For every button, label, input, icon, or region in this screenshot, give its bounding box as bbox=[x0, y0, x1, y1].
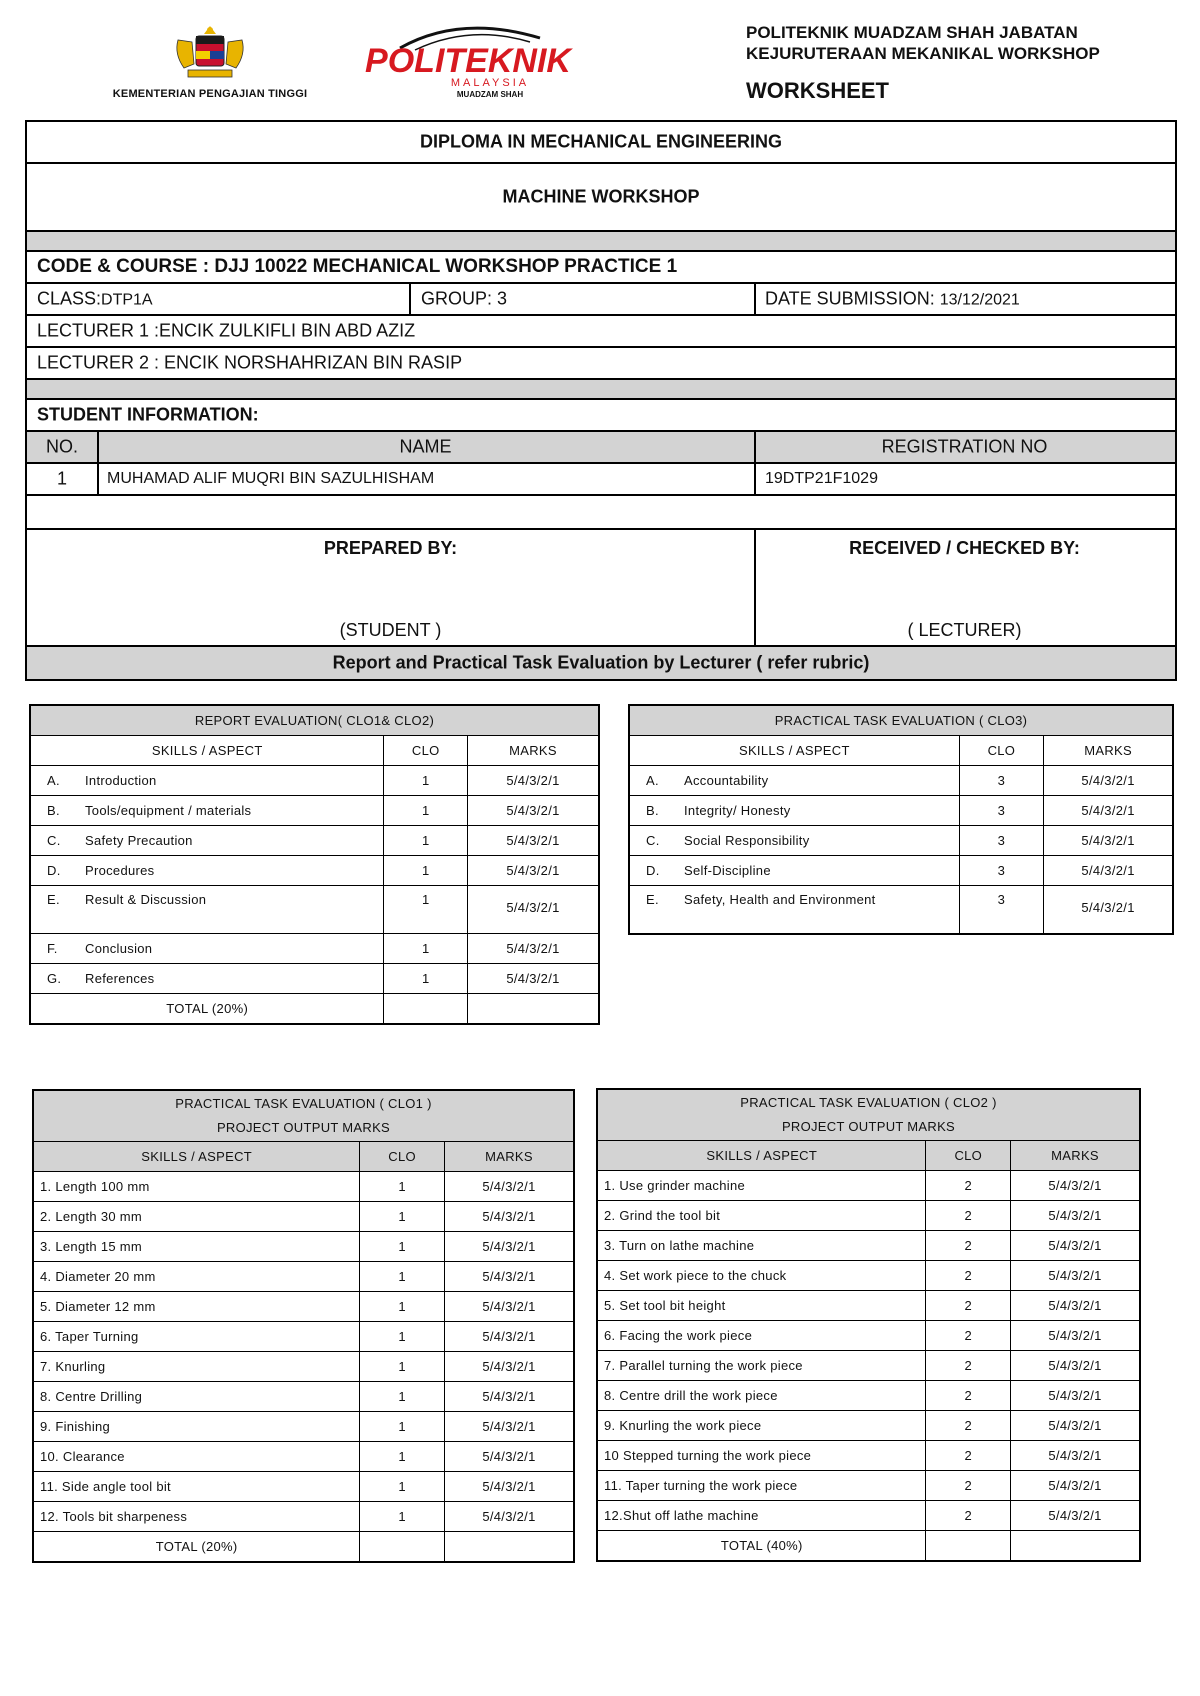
item-letter: G. bbox=[47, 971, 62, 986]
item-letter: E. bbox=[47, 892, 60, 907]
student-reg: 19DTP21F1029 bbox=[765, 470, 878, 487]
date-field: DATE SUBMISSION: 13/12/2021 bbox=[765, 288, 1020, 309]
table-row bbox=[33, 1352, 574, 1382]
table-row bbox=[33, 1442, 574, 1472]
skill-label: Procedures bbox=[85, 863, 155, 878]
table-row bbox=[33, 1202, 574, 1232]
total-marks-cell bbox=[444, 1532, 574, 1563]
clo-cell: 1 bbox=[360, 1442, 445, 1472]
col-header: CLO bbox=[959, 736, 1044, 766]
clo-cell: 1 bbox=[360, 1322, 445, 1352]
clo-cell: 2 bbox=[926, 1441, 1011, 1471]
skill-label: Introduction bbox=[85, 773, 157, 788]
clo-cell: 2 bbox=[926, 1501, 1011, 1531]
col-header: CLO bbox=[926, 1141, 1011, 1171]
evaluation-title-row bbox=[27, 647, 1175, 679]
table-row bbox=[597, 1231, 1140, 1261]
skill-cell: 6. Facing the work piece bbox=[597, 1321, 926, 1351]
skill-cell: 5. Diameter 12 mm bbox=[33, 1292, 360, 1322]
marks-cell: 5/4/3/2/1 bbox=[468, 856, 599, 886]
item-letter: A. bbox=[646, 773, 659, 788]
table-row bbox=[597, 1501, 1140, 1531]
spacer-row bbox=[27, 496, 1175, 530]
prepared-by: PREPARED BY: bbox=[323, 538, 458, 558]
item-letter: E. bbox=[646, 892, 659, 907]
group-value: 3 bbox=[497, 288, 508, 309]
logo-text: POLITEKNIK bbox=[365, 42, 571, 80]
lecturer1: LECTURER 1 :ENCIK ZULKIFLI BIN ABD AZIZ bbox=[37, 320, 416, 341]
practical-clo3-table bbox=[628, 704, 1174, 935]
clo-cell: 1 bbox=[360, 1262, 445, 1292]
marks-cell: 5/4/3/2/1 bbox=[1044, 886, 1173, 935]
worksheet-info-block bbox=[25, 120, 1177, 681]
clo-cell: 2 bbox=[926, 1261, 1011, 1291]
marks-cell: 5/4/3/2/1 bbox=[444, 1292, 574, 1322]
practical-clo2-table bbox=[596, 1088, 1141, 1562]
col-header: SKILLS / ASPECT bbox=[30, 736, 384, 766]
marks-cell: 5/4/3/2/1 bbox=[1011, 1261, 1140, 1291]
clo-cell: 2 bbox=[926, 1351, 1011, 1381]
col-header: MARKS bbox=[1044, 736, 1173, 766]
total-clo-cell bbox=[360, 1532, 445, 1563]
skill-cell: 8. Centre drill the work piece bbox=[597, 1381, 926, 1411]
clo-cell: 1 bbox=[360, 1472, 445, 1502]
marks-cell: 5/4/3/2/1 bbox=[1011, 1411, 1140, 1441]
table-row bbox=[33, 1412, 574, 1442]
table-row bbox=[597, 1381, 1140, 1411]
table-row bbox=[597, 1471, 1140, 1501]
marks-cell: 5/4/3/2/1 bbox=[468, 886, 599, 934]
marks-cell: 5/4/3/2/1 bbox=[1044, 796, 1173, 826]
clo-cell: 1 bbox=[384, 856, 468, 886]
item-letter: B. bbox=[646, 803, 659, 818]
col-name: NAME bbox=[399, 436, 452, 457]
marks-cell: 5/4/3/2/1 bbox=[468, 796, 599, 826]
marks-cell: 5/4/3/2/1 bbox=[1011, 1201, 1140, 1231]
class-row bbox=[27, 284, 1175, 316]
table-row bbox=[629, 766, 1173, 796]
table-row bbox=[33, 1172, 574, 1202]
lecturer2: LECTURER 2 : ENCIK NORSHAHRIZAN BIN RASIP bbox=[37, 352, 463, 373]
marks-cell: 5/4/3/2/1 bbox=[444, 1412, 574, 1442]
malaysia-coat-of-arms-icon bbox=[172, 24, 248, 80]
table-row bbox=[30, 766, 599, 796]
skill-cell: 8. Centre Drilling bbox=[33, 1382, 360, 1412]
table-row bbox=[597, 1261, 1140, 1291]
col-reg: REGISTRATION NO bbox=[881, 436, 1048, 457]
col-header: MARKS bbox=[444, 1142, 574, 1172]
table-row bbox=[33, 1262, 574, 1292]
diploma-row bbox=[27, 122, 1175, 164]
total-row bbox=[30, 994, 599, 1025]
table-row bbox=[30, 964, 599, 994]
received-by: RECEIVED / CHECKED BY: bbox=[849, 538, 1080, 558]
table-title: PRACTICAL TASK EVALUATION ( CLO3) bbox=[629, 705, 1173, 736]
clo-cell: 1 bbox=[384, 964, 468, 994]
skill-cell: 7. Parallel turning the work piece bbox=[597, 1351, 926, 1381]
total-row bbox=[597, 1531, 1140, 1562]
ministry-name: KEMENTERIAN PENGAJIAN TINGGI bbox=[112, 88, 308, 100]
skill-cell: 2. Length 30 mm bbox=[33, 1202, 360, 1232]
marks-cell: 5/4/3/2/1 bbox=[1044, 826, 1173, 856]
table-row bbox=[33, 1232, 574, 1262]
table-subtitle: PROJECT OUTPUT MARKS bbox=[781, 1119, 956, 1134]
table-row bbox=[597, 1441, 1140, 1471]
table-row bbox=[30, 934, 599, 964]
total-marks-cell bbox=[1011, 1531, 1140, 1562]
clo-cell: 1 bbox=[360, 1232, 445, 1262]
table-row bbox=[597, 1201, 1140, 1231]
table-title: PRACTICAL TASK EVALUATION ( CLO2 ) PROJECT OUTPUT MARKS bbox=[597, 1089, 1140, 1141]
lecturer1-row bbox=[27, 316, 1175, 348]
clo-cell: 1 bbox=[360, 1412, 445, 1442]
total-clo-cell bbox=[926, 1531, 1011, 1562]
clo-cell: 2 bbox=[926, 1171, 1011, 1201]
clo-cell: 2 bbox=[926, 1291, 1011, 1321]
marks-cell: 5/4/3/2/1 bbox=[444, 1172, 574, 1202]
course-row bbox=[27, 252, 1175, 284]
logo-sub: MALAYSIA bbox=[450, 77, 530, 89]
clo-cell: 2 bbox=[926, 1231, 1011, 1261]
clo-cell: 2 bbox=[926, 1321, 1011, 1351]
report-evaluation-table bbox=[29, 704, 600, 1025]
total-marks-cell bbox=[468, 994, 599, 1025]
marks-cell: 5/4/3/2/1 bbox=[1011, 1441, 1140, 1471]
marks-cell: 5/4/3/2/1 bbox=[444, 1352, 574, 1382]
student-no: 1 bbox=[56, 468, 67, 489]
clo-cell: 2 bbox=[926, 1381, 1011, 1411]
item-letter: D. bbox=[47, 863, 61, 878]
col-header: MARKS bbox=[1011, 1141, 1140, 1171]
skill-cell: 6. Taper Turning bbox=[33, 1322, 360, 1352]
marks-cell: 5/4/3/2/1 bbox=[444, 1202, 574, 1232]
marks-cell: 5/4/3/2/1 bbox=[1044, 856, 1173, 886]
skill-label: Result & Discussion bbox=[85, 892, 207, 907]
marks-cell: 5/4/3/2/1 bbox=[1011, 1171, 1140, 1201]
col-header: SKILLS / ASPECT bbox=[597, 1141, 926, 1171]
table-row bbox=[33, 1502, 574, 1532]
marks-cell: 5/4/3/2/1 bbox=[468, 934, 599, 964]
marks-cell: 5/4/3/2/1 bbox=[444, 1232, 574, 1262]
table-row bbox=[33, 1292, 574, 1322]
institution-line1: POLITEKNIK MUADZAM SHAH JABATAN bbox=[746, 23, 1078, 42]
table-title: REPORT EVALUATION( CLO1& CLO2) bbox=[30, 705, 599, 736]
clo-cell: 3 bbox=[959, 886, 1044, 935]
student-signature-label: (STUDENT ) bbox=[339, 620, 442, 640]
clo-cell: 2 bbox=[926, 1201, 1011, 1231]
clo-cell: 1 bbox=[360, 1292, 445, 1322]
marks-cell: 5/4/3/2/1 bbox=[444, 1502, 574, 1532]
spacer-row bbox=[27, 380, 1175, 400]
marks-cell: 5/4/3/2/1 bbox=[1011, 1471, 1140, 1501]
total-clo-cell bbox=[384, 994, 468, 1025]
student-info-heading: STUDENT INFORMATION: bbox=[37, 404, 259, 425]
group-field: GROUP: 3 bbox=[421, 288, 508, 309]
clo-cell: 3 bbox=[959, 826, 1044, 856]
total-label: TOTAL (20%) bbox=[30, 994, 384, 1025]
clo-cell: 1 bbox=[360, 1382, 445, 1412]
table-row bbox=[30, 796, 599, 826]
skill-cell: 12. Tools bit sharpeness bbox=[33, 1502, 360, 1532]
clo-cell: 1 bbox=[384, 886, 468, 934]
skill-cell: 10 Stepped turning the work piece bbox=[597, 1441, 926, 1471]
skill-cell: 12.Shut off lathe machine bbox=[597, 1501, 926, 1531]
student-row bbox=[27, 464, 1175, 496]
clo-cell: 1 bbox=[360, 1352, 445, 1382]
marks-cell: 5/4/3/2/1 bbox=[1011, 1351, 1140, 1381]
clo-cell: 1 bbox=[360, 1502, 445, 1532]
col-header: SKILLS / ASPECT bbox=[33, 1142, 360, 1172]
lecturer2-row bbox=[27, 348, 1175, 380]
skill-label: Tools/equipment / materials bbox=[85, 803, 252, 818]
marks-cell: 5/4/3/2/1 bbox=[444, 1472, 574, 1502]
clo-cell: 2 bbox=[926, 1411, 1011, 1441]
col-header: CLO bbox=[384, 736, 468, 766]
skill-label: Accountability bbox=[684, 773, 769, 788]
skill-cell: 9. Finishing bbox=[33, 1412, 360, 1442]
skill-label: Conclusion bbox=[85, 941, 153, 956]
skill-label: Self-Discipline bbox=[684, 863, 771, 878]
skill-label: Safety Precaution bbox=[85, 833, 193, 848]
table-row bbox=[597, 1411, 1140, 1441]
class-value: DTP1A bbox=[101, 291, 153, 309]
clo-cell: 1 bbox=[360, 1172, 445, 1202]
skill-cell: 3. Turn on lathe machine bbox=[597, 1231, 926, 1261]
skill-label: Safety, Health and Environment bbox=[684, 892, 876, 907]
marks-cell: 5/4/3/2/1 bbox=[1011, 1291, 1140, 1321]
clo-cell: 1 bbox=[384, 796, 468, 826]
skill-cell: 11. Taper turning the work piece bbox=[597, 1471, 926, 1501]
marks-cell: 5/4/3/2/1 bbox=[1011, 1321, 1140, 1351]
date-value: 13/12/2021 bbox=[939, 291, 1020, 309]
total-label: TOTAL (20%) bbox=[33, 1532, 360, 1563]
item-letter: A. bbox=[47, 773, 60, 788]
item-letter: B. bbox=[47, 803, 60, 818]
marks-cell: 5/4/3/2/1 bbox=[444, 1442, 574, 1472]
skill-cell: 7. Knurling bbox=[33, 1352, 360, 1382]
lecturer-signature-label: ( LECTURER) bbox=[907, 620, 1022, 640]
table-row bbox=[597, 1291, 1140, 1321]
col-header: MARKS bbox=[468, 736, 599, 766]
student-name: MUHAMAD ALIF MUQRI BIN SAZULHISHAM bbox=[107, 470, 435, 487]
skill-cell: 2. Grind the tool bit bbox=[597, 1201, 926, 1231]
clo-cell: 1 bbox=[360, 1202, 445, 1232]
table-row bbox=[597, 1351, 1140, 1381]
table-row bbox=[597, 1321, 1140, 1351]
marks-cell: 5/4/3/2/1 bbox=[444, 1382, 574, 1412]
table-row bbox=[33, 1382, 574, 1412]
politeknik-logo-icon bbox=[340, 20, 600, 100]
table-row bbox=[30, 826, 599, 856]
workshop-title: MACHINE WORKSHOP bbox=[502, 186, 700, 207]
marks-cell: 5/4/3/2/1 bbox=[1011, 1231, 1140, 1261]
spacer-row bbox=[27, 232, 1175, 252]
class-field: CLASS:DTP1A bbox=[37, 288, 153, 309]
col-header: CLO bbox=[360, 1142, 445, 1172]
institution-line2: KEJURUTERAAN MEKANIKAL WORKSHOP bbox=[746, 44, 1100, 63]
student-info-row bbox=[27, 400, 1175, 432]
table-row bbox=[629, 886, 1173, 935]
skill-cell: 10. Clearance bbox=[33, 1442, 360, 1472]
table-row bbox=[597, 1171, 1140, 1201]
marks-cell: 5/4/3/2/1 bbox=[1011, 1381, 1140, 1411]
clo-cell: 3 bbox=[959, 796, 1044, 826]
item-letter: F. bbox=[47, 941, 58, 956]
practical-clo1-table bbox=[32, 1089, 575, 1563]
clo-cell: 3 bbox=[959, 856, 1044, 886]
skill-cell: 3. Length 15 mm bbox=[33, 1232, 360, 1262]
skill-label: Integrity/ Honesty bbox=[684, 803, 791, 818]
marks-cell: 5/4/3/2/1 bbox=[468, 766, 599, 796]
skill-cell: 9. Knurling the work piece bbox=[597, 1411, 926, 1441]
course-text: CODE & COURSE : DJJ 10022 MECHANICAL WORKSHOP PRACTICE 1 bbox=[37, 256, 678, 277]
doc-type: WORKSHEET bbox=[746, 78, 889, 103]
col-no: NO. bbox=[45, 436, 78, 457]
institution-title bbox=[746, 22, 1166, 64]
clo-cell: 3 bbox=[959, 766, 1044, 796]
skill-cell: 4. Diameter 20 mm bbox=[33, 1262, 360, 1292]
table-row bbox=[30, 856, 599, 886]
marks-cell: 5/4/3/2/1 bbox=[468, 826, 599, 856]
signature-row bbox=[27, 530, 1175, 647]
skill-label: Social Responsibility bbox=[684, 833, 810, 848]
marks-cell: 5/4/3/2/1 bbox=[1011, 1501, 1140, 1531]
table-title: PRACTICAL TASK EVALUATION ( CLO1 ) PROJECT OUTPUT MARKS bbox=[33, 1090, 574, 1142]
marks-cell: 5/4/3/2/1 bbox=[468, 964, 599, 994]
skill-cell: 1. Use grinder machine bbox=[597, 1171, 926, 1201]
diploma-title: DIPLOMA IN MECHANICAL ENGINEERING bbox=[419, 131, 782, 152]
table-subtitle: PROJECT OUTPUT MARKS bbox=[216, 1120, 391, 1135]
skill-cell: 1. Length 100 mm bbox=[33, 1172, 360, 1202]
total-label: TOTAL (40%) bbox=[597, 1531, 926, 1562]
skill-cell: 11. Side angle tool bit bbox=[33, 1472, 360, 1502]
marks-cell: 5/4/3/2/1 bbox=[444, 1262, 574, 1292]
table-row bbox=[629, 796, 1173, 826]
item-letter: C. bbox=[646, 833, 660, 848]
table-row bbox=[629, 856, 1173, 886]
table-row bbox=[33, 1322, 574, 1352]
table-row bbox=[30, 886, 599, 934]
logo-campus: MUADZAM SHAH bbox=[456, 90, 524, 99]
marks-cell: 5/4/3/2/1 bbox=[1044, 766, 1173, 796]
skill-label: References bbox=[85, 971, 155, 986]
col-header: SKILLS / ASPECT bbox=[629, 736, 959, 766]
workshop-row bbox=[27, 164, 1175, 232]
student-header-row bbox=[27, 432, 1175, 464]
total-row bbox=[33, 1532, 574, 1563]
table-row bbox=[629, 826, 1173, 856]
clo-cell: 1 bbox=[384, 766, 468, 796]
skill-cell: 4. Set work piece to the chuck bbox=[597, 1261, 926, 1291]
item-letter: D. bbox=[646, 863, 660, 878]
marks-cell: 5/4/3/2/1 bbox=[444, 1322, 574, 1352]
skill-cell: 5. Set tool bit height bbox=[597, 1291, 926, 1321]
item-letter: C. bbox=[47, 833, 61, 848]
clo-cell: 1 bbox=[384, 934, 468, 964]
evaluation-title: Report and Practical Task Evaluation by Lecturer ( refer rubric) bbox=[332, 652, 870, 673]
clo-cell: 2 bbox=[926, 1471, 1011, 1501]
clo-cell: 1 bbox=[384, 826, 468, 856]
table-row bbox=[33, 1472, 574, 1502]
